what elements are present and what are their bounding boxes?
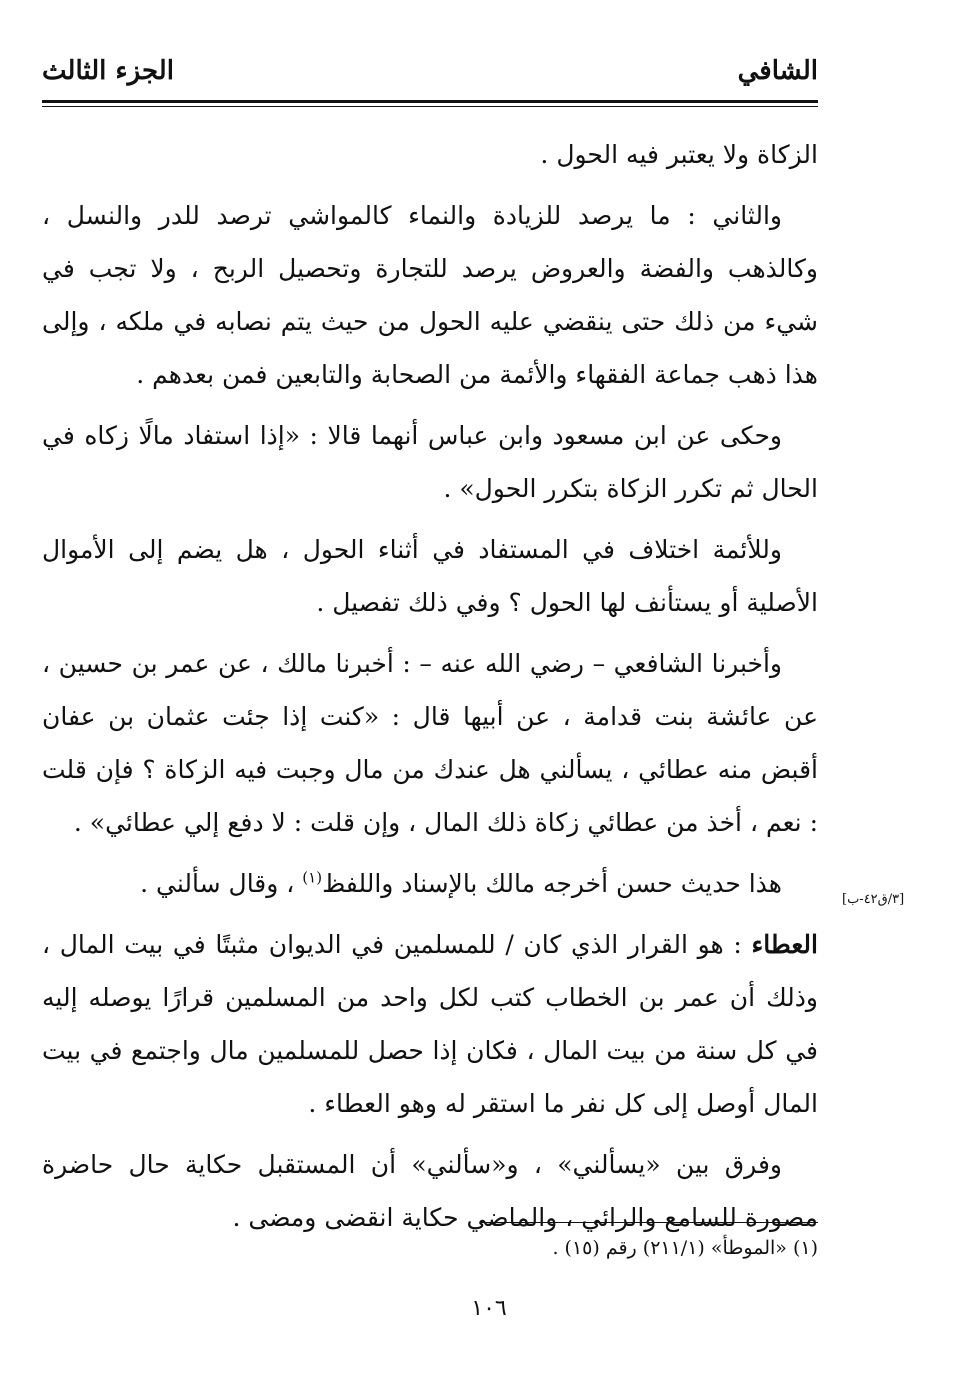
- volume-label: الجزء الثالث: [42, 56, 174, 86]
- paragraph: [42, 918, 818, 1130]
- paragraph: [42, 857, 818, 910]
- footnote-rule: [480, 1222, 818, 1223]
- paragraph: وأخبرنا الشافعي – رضي الله عنه – : أخبرنا مالك ، عن عمر بن حسين ، عن عائشة بنت قدامة ، عن أبيها قال : «كنت إذا جئت عثمان بن عفان أقبض منه عطائي ، يسألني هل عندك من مال وجبت فيه الزكاة ؟ فإن قلت : نعم ، أخذ من عطائي زكاة ذلك المال ، وإن قلت : لا دفع إلي عطائي» .: [42, 649, 818, 837]
- paragraph-text: ، وقال سألني .: [140, 869, 303, 898]
- running-header: [42, 52, 818, 98]
- book-title: الشافي: [737, 56, 818, 86]
- footnote-reference[interactable]: (١): [302, 868, 323, 887]
- defined-term: العطاء: [751, 930, 818, 959]
- manuscript-marginal-note: [٣/ق٤٢-ب]: [842, 892, 905, 907]
- header-rule: [42, 100, 818, 107]
- footnote: (١) «الموطأ» (٢١١/١) رقم (١٥) .: [552, 1237, 818, 1259]
- paragraph: وللأئمة اختلاف في المستفاد في أثناء الحول ، هل يضم إلى الأموال الأصلية أو يستأنف لها الحول ؟ وفي ذلك تفصيل .: [42, 535, 818, 617]
- paragraph: الزكاة ولا يعتبر فيه الحول .: [540, 140, 818, 169]
- paragraph-text: : هو القرار الذي كان / للمسلمين في الديوان مثبتًا في بيت المال ، وذلك أن عمر بن الخطاب كتب لكل واحد من المسلمين قرارًا يوصله إليه في كل سنة من بيت المال ، فكان إذا حصل للمسلمين مال واجتمع في بيت المال أوصل إلى كل نفر ما استقر له وهو العطاء .: [42, 930, 818, 1118]
- page-number: ١٠٦: [471, 1296, 507, 1321]
- paragraph: وفرق بين «يسألني» ، و«سألني» أن المستقبل حكاية حال حاضرة مصورة للسامع والرائي ، والماضي حكاية انقضى ومضى .: [42, 1150, 818, 1232]
- main-text: [42, 128, 818, 1252]
- paragraph-text: هذا حديث حسن أخرجه مالك بالإسناد واللفظ: [322, 869, 782, 898]
- paragraph: وحكى عن ابن مسعود وابن عباس أنهما قالا : «إذا استفاد مالًا زكاه في الحال ثم تكرر الزكاة بتكرر الحول» .: [42, 421, 818, 503]
- paragraph: والثاني : ما يرصد للزيادة والنماء كالمواشي ترصد للدر والنسل ، وكالذهب والفضة والعروض يرصد للتجارة وتحصيل الربح ، ولا تجب في شيء من ذلك حتى ينقضي عليه الحول من حيث يتم نصابه في ملكه ، وإلى هذا ذهب جماعة الفقهاء والأئمة من الصحابة والتابعين فمن بعدهم .: [42, 201, 818, 389]
